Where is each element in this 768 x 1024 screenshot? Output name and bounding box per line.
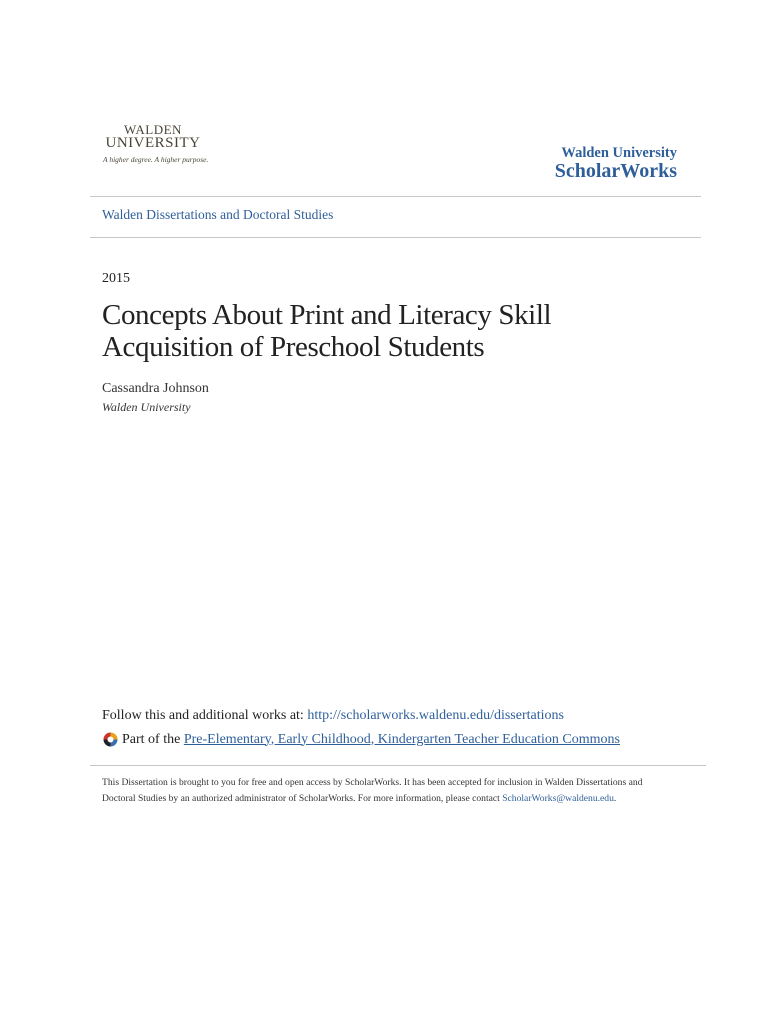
top-divider bbox=[90, 196, 701, 197]
notice-text: This Dissertation is brought to you for free and open access by ScholarWorks. It has been accepted for inclusion in Walden Dissertations and Doctoral Studies by an authorized administrator of ScholarWorks. For more information, please contact bbox=[102, 777, 643, 804]
walden-logo bbox=[101, 112, 209, 178]
author-name: Cassandra Johnson bbox=[102, 381, 209, 396]
notice-end: . bbox=[613, 793, 617, 804]
document-title: Concepts About Print and Literacy Skill Acquisition of Preschool Students bbox=[102, 299, 552, 363]
logo-tagline: A higher degree. A higher purpose. bbox=[103, 155, 209, 164]
dissertations-url-link[interactable]: http://scholarworks.waldenu.edu/dissertations bbox=[307, 708, 564, 723]
publication-year: 2015 bbox=[102, 271, 130, 286]
logo-line-2: UNIVERSITY bbox=[105, 135, 201, 151]
contact-email-link[interactable]: ScholarWorks@waldenu.edu bbox=[502, 793, 614, 804]
bepress-network-icon bbox=[102, 731, 119, 748]
follow-line bbox=[102, 708, 564, 724]
part-of-line bbox=[102, 731, 620, 748]
logo-line-1: WALDEN bbox=[124, 122, 182, 137]
commons-link[interactable]: Pre-Elementary, Early Childhood, Kindergarten Teacher Education Commons bbox=[183, 731, 620, 747]
access-notice bbox=[102, 775, 672, 807]
footer-divider bbox=[90, 765, 706, 766]
series-divider bbox=[90, 237, 701, 238]
author-affiliation: Walden University bbox=[102, 400, 191, 414]
follow-label: Follow this and additional works at: bbox=[102, 708, 304, 723]
series-link[interactable]: Walden Dissertations and Doctoral Studies bbox=[102, 207, 334, 222]
brand-university: Walden University bbox=[561, 145, 677, 161]
part-of-label: Part of the bbox=[122, 731, 181, 747]
brand-scholarworks[interactable]: ScholarWorks bbox=[554, 160, 677, 182]
